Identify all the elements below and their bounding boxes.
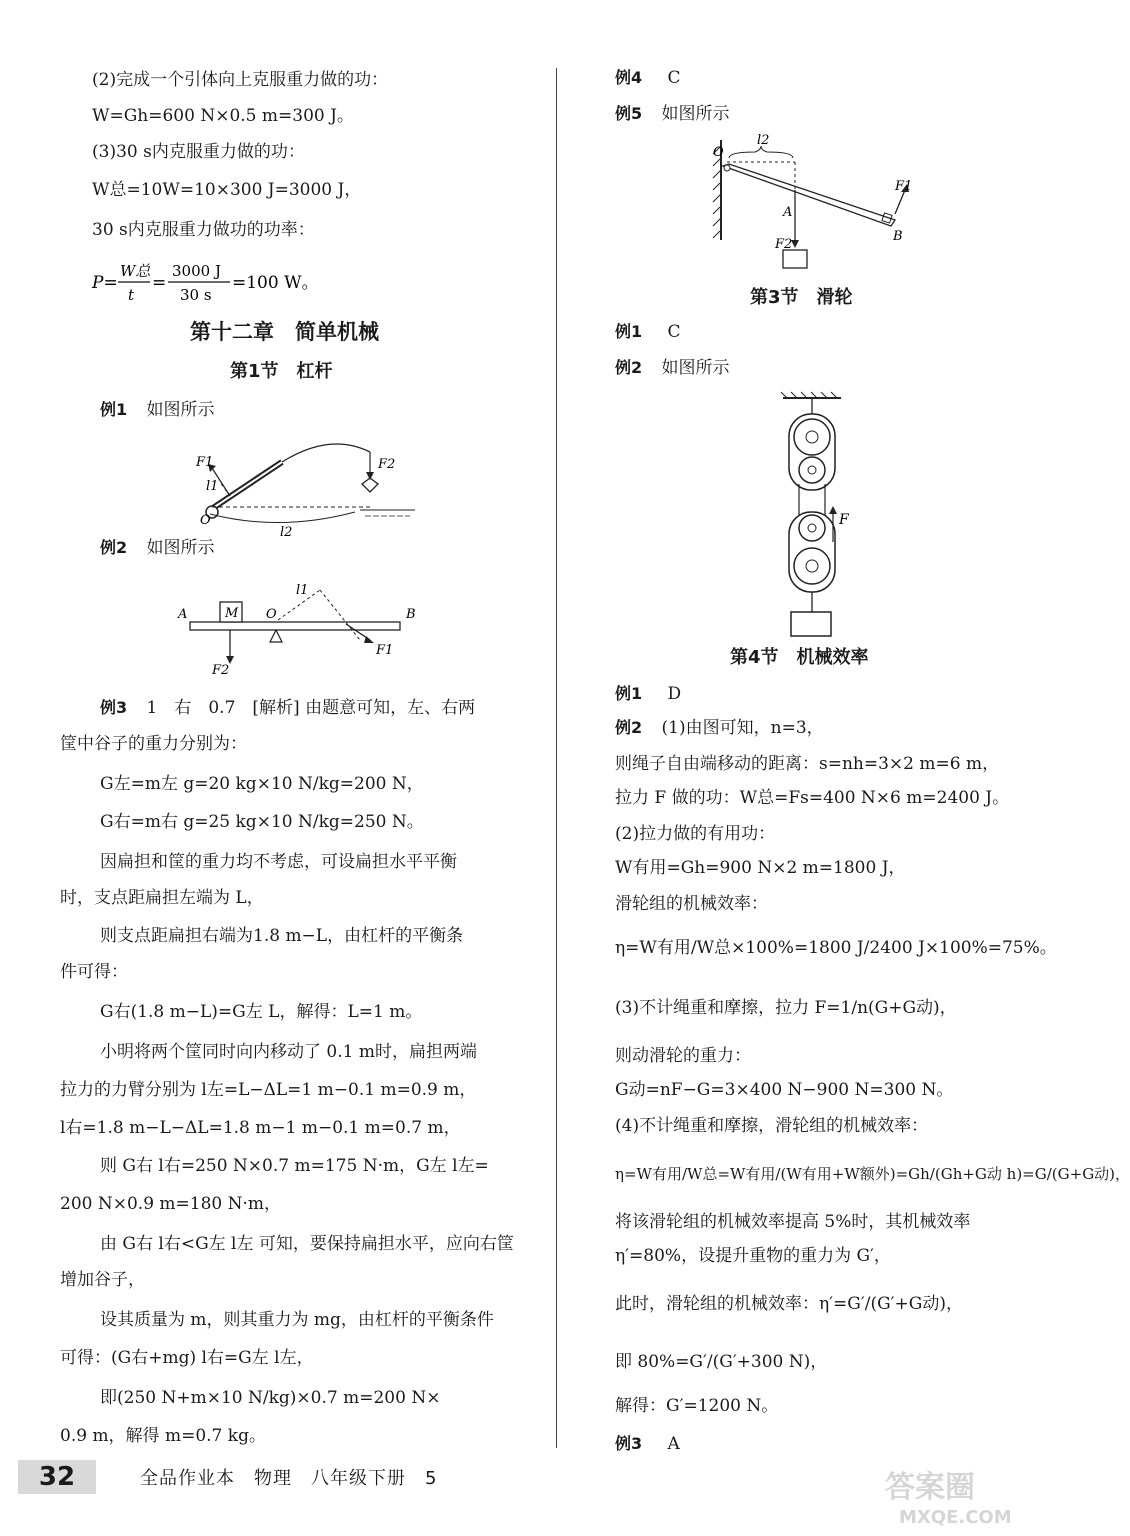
lever-rod-figure bbox=[190, 432, 420, 542]
example-answer: A bbox=[667, 1434, 680, 1454]
text-line: G动=nF−G=3×400 N−900 N=300 N。 bbox=[615, 1080, 954, 1100]
label-O: O bbox=[266, 607, 277, 622]
svg-text:30 s: 30 s bbox=[180, 286, 212, 304]
label-B: B bbox=[893, 229, 903, 244]
text-line: (2)完成一个引体向上克服重力做的功： bbox=[92, 70, 389, 90]
column-divider bbox=[556, 68, 557, 1448]
example-4 bbox=[615, 66, 681, 90]
example-1 bbox=[100, 398, 215, 422]
formula-efficiency-general: η=W有用/W总=W有用/(W有用+W额外)=Gh/(Gh+G动 h)=G/(G+G动)， bbox=[615, 1165, 1130, 1183]
lever-bar-svg bbox=[170, 580, 430, 680]
text-line: 30 s内克服重力做功的功率： bbox=[92, 220, 315, 240]
text-line: W总=10W=10×300 J=3000 J， bbox=[92, 180, 362, 200]
text-line: η′=80%，设提升重物的重力为 G′， bbox=[615, 1246, 891, 1266]
text-line: (1)由图可知，n=3， bbox=[661, 718, 824, 738]
text-line: 则动滑轮的重力： bbox=[615, 1046, 751, 1066]
text-line: 即(250 N+m×10 N/kg)×0.7 m=200 N× bbox=[100, 1388, 441, 1408]
sec3-example-2 bbox=[615, 356, 730, 380]
text-line: 200 N×0.9 m=180 N·m， bbox=[60, 1194, 282, 1214]
example-text: 如图所示 bbox=[146, 538, 215, 558]
text-line: 则支点距扁担右端为1.8 m−L，由杠杆的平衡条 bbox=[100, 926, 464, 946]
label-A: A bbox=[783, 205, 793, 220]
watermark-url: MXQE.COM bbox=[899, 1507, 1012, 1528]
label-l1: l1 bbox=[296, 583, 309, 598]
sec4-example-2 bbox=[615, 716, 824, 740]
wall-lever-svg bbox=[705, 134, 915, 274]
chapter-title: 第十二章 简单机械 bbox=[190, 320, 379, 344]
text-line: 因扁担和筐的重力均不考虑，可设扁担水平平衡 bbox=[100, 852, 457, 872]
lever-bar-figure bbox=[170, 580, 430, 680]
example-label: 例3 bbox=[100, 698, 128, 717]
example-label: 例2 bbox=[615, 358, 643, 377]
label-O: O bbox=[713, 145, 724, 160]
text-line: 筐中谷子的重力分别为： bbox=[60, 734, 247, 754]
text-line: 滑轮组的机械效率： bbox=[615, 894, 768, 914]
example-label: 例4 bbox=[615, 68, 643, 87]
text-line: l右=1.8 m−L−ΔL=1.8 m−1 m−0.1 m=0.7 m， bbox=[60, 1118, 461, 1138]
label-F2: F2 bbox=[775, 237, 793, 252]
formula-efficiency: η=W有用/W总×100%=1800 J/2400 J×100%=75%。 bbox=[615, 938, 1057, 958]
label-O: O bbox=[200, 513, 211, 528]
text-line: (4)不计绳重和摩擦，滑轮组的机械效率： bbox=[615, 1116, 929, 1136]
example-text: 如图所示 bbox=[661, 358, 730, 378]
wall-lever-figure bbox=[705, 134, 915, 274]
formula-new-efficiency: 此时，滑轮组的机械效率：η′=G′/(G′+G动)， bbox=[615, 1294, 963, 1314]
text-line: 拉力的力臂分别为 l左=L−ΔL=1 m−0.1 m=0.9 m， bbox=[60, 1080, 477, 1100]
formula-equation: 即 80%=G′/(G′+300 N)， bbox=[615, 1352, 828, 1372]
lever-rod-svg bbox=[190, 432, 420, 542]
text-line: 则 G右 l右=250 N×0.7 m=175 N·m，G左 l左= bbox=[100, 1156, 489, 1176]
example-label: 例5 bbox=[615, 104, 643, 123]
example-label: 例1 bbox=[100, 400, 128, 419]
label-B: B bbox=[406, 607, 416, 622]
formula-power bbox=[92, 258, 352, 308]
label-F1: F1 bbox=[196, 455, 214, 470]
pulley-svg bbox=[775, 392, 865, 642]
sec4-example-3 bbox=[615, 1432, 680, 1456]
page-number: 32 bbox=[18, 1460, 96, 1494]
footer-text: 全品作业本 物理 八年级下册 5 bbox=[140, 1468, 438, 1489]
text-line: 解得：G′=1200 N。 bbox=[615, 1396, 779, 1416]
watermark-logo bbox=[879, 1465, 1049, 1527]
text-line: G右=m右 g=25 kg×10 N/kg=250 N。 bbox=[100, 812, 424, 832]
svg-text:=100 W。: =100 W。 bbox=[232, 273, 319, 293]
example-label: 例3 bbox=[615, 1434, 643, 1453]
watermark-text: 答案圈 bbox=[885, 1470, 975, 1505]
text-line: G右(1.8 m−L)=G左 L，解得：L=1 m。 bbox=[100, 1002, 423, 1022]
section-title: 第1节 杠杆 bbox=[230, 361, 333, 382]
example-answer: C bbox=[667, 322, 681, 342]
section-title: 第4节 机械效率 bbox=[730, 647, 869, 668]
text-line: 将该滑轮组的机械效率提高 5%时，其机械效率 bbox=[615, 1212, 971, 1232]
text-line: (3)30 s内克服重力做的功： bbox=[92, 142, 305, 162]
example-2 bbox=[100, 536, 215, 560]
formula-force: (3)不计绳重和摩擦，拉力 F=1/n(G+G动)， bbox=[615, 998, 957, 1018]
text-line: 件可得： bbox=[60, 962, 128, 982]
example-5 bbox=[615, 102, 730, 126]
text-line: 增加谷子， bbox=[60, 1270, 145, 1290]
text-line: 则绳子自由端移动的距离：s=nh=3×2 m=6 m， bbox=[615, 754, 1000, 774]
label-F2: F2 bbox=[378, 457, 396, 472]
example-label: 例2 bbox=[100, 538, 128, 557]
svg-text:=: = bbox=[152, 273, 167, 293]
text-line: G左=m左 g=20 kg×10 N/kg=200 N， bbox=[100, 774, 424, 794]
example-label: 例2 bbox=[615, 718, 643, 737]
svg-text:P=: P= bbox=[92, 273, 118, 293]
example-text: 如图所示 bbox=[661, 104, 730, 124]
label-M: M bbox=[225, 606, 239, 621]
svg-text:3000 J: 3000 J bbox=[172, 262, 221, 280]
label-F: F bbox=[839, 512, 849, 528]
example-answer: D bbox=[667, 684, 682, 704]
label-l2: l2 bbox=[280, 525, 293, 540]
text-line: 由 G右 l右<G左 l左 可知，要保持扁担水平，应向右筐 bbox=[100, 1234, 514, 1254]
label-l1: l1 bbox=[206, 479, 219, 494]
sec4-example-1 bbox=[615, 682, 681, 706]
text-line: 设其质量为 m，则其重力为 mg，由杠杆的平衡条件 bbox=[100, 1310, 494, 1330]
text-line: (2)拉力做的有用功： bbox=[615, 824, 776, 844]
svg-text:W总: W总 bbox=[120, 262, 151, 280]
text-line: 小明将两个筐同时向内移动了 0.1 m时，扁担两端 bbox=[100, 1042, 477, 1062]
pulley-figure bbox=[775, 392, 865, 642]
text-line: 可得：(G右+mg) l右=G左 l左， bbox=[60, 1348, 314, 1368]
example-label: 例1 bbox=[615, 684, 643, 703]
text-line: W=Gh=600 N×0.5 m=300 J。 bbox=[92, 106, 354, 126]
example-text: 如图所示 bbox=[146, 400, 215, 420]
example-3 bbox=[100, 696, 475, 720]
svg-text:t: t bbox=[128, 286, 135, 304]
label-l2: l2 bbox=[757, 133, 770, 148]
example-text: 1 右 0.7 [解析] 由题意可知，左、右两 bbox=[146, 698, 476, 718]
section-title: 第3节 滑轮 bbox=[750, 287, 853, 308]
label-F1: F1 bbox=[376, 643, 394, 658]
text-line: 拉力 F 做的功：W总=Fs=400 N×6 m=2400 J。 bbox=[615, 788, 1010, 808]
label-F1: F1 bbox=[895, 179, 913, 194]
text-line: W有用=Gh=900 N×2 m=1800 J， bbox=[615, 858, 906, 878]
power-fraction bbox=[92, 258, 352, 308]
example-answer: C bbox=[667, 68, 681, 88]
label-A: A bbox=[178, 607, 188, 622]
label-F2: F2 bbox=[212, 663, 230, 678]
text-line: 时，支点距扁担左端为 L， bbox=[60, 888, 264, 908]
text-line: 0.9 m，解得 m=0.7 kg。 bbox=[60, 1426, 266, 1446]
example-label: 例1 bbox=[615, 322, 643, 341]
sec3-example-1 bbox=[615, 320, 681, 344]
